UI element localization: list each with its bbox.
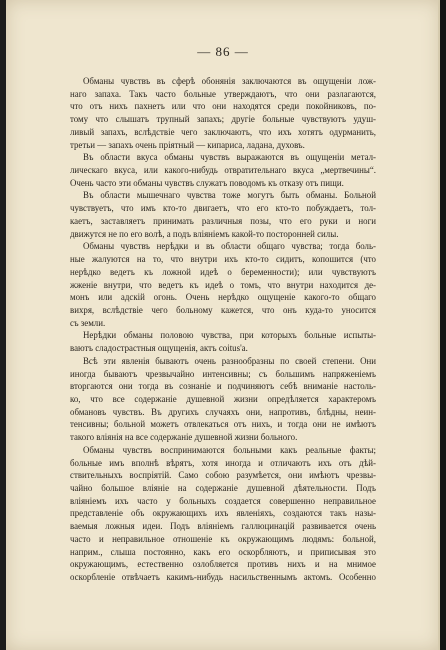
text-line: жженіе внутри, что ведетъ къ идеѣ о томъ, что внутри находится де- bbox=[70, 279, 376, 290]
text-line: ваемыя ложныя идеи. Подъ вліяніемъ галлюцинацій развивается очень bbox=[70, 521, 376, 532]
body-text bbox=[70, 75, 376, 584]
text-line: каетъ, заставляетъ принимать различныя позы, что его руки и ноги bbox=[70, 215, 376, 226]
text-line: ствительныхъ воспріятій. Само собою разумѣется, они имѣютъ чрезвы- bbox=[70, 470, 376, 481]
text-line: представленіе объ окружающихъ ихъ явленіяхъ, создаются такъ назы- bbox=[70, 508, 376, 519]
text-line: Всѣ эти явленія бываютъ очень разнообразны по своей степени. Они bbox=[83, 355, 376, 366]
text-line: лическаго вкуса, или какого-нибудь отвратительнаго вкуса „мертвечины“. bbox=[70, 165, 376, 176]
text-line: чувствуетъ, что имъ кто-то двигаетъ, что его кто-то побуждаетъ, тол- bbox=[70, 203, 376, 214]
text-line: часто и неправильное отношеніе къ окружающимъ людямъ: больной, bbox=[70, 533, 376, 544]
text-line: вторгаются они тогда въ сознаніе и подчиняютъ себѣ вниманіе настоль- bbox=[70, 381, 376, 392]
text-line: обмановъ чувствъ. Въ другихъ случаяхъ они, напротивъ, блѣдны, неин- bbox=[70, 406, 376, 417]
page-number: — 86 — bbox=[197, 44, 249, 59]
text-line: Обманы чувствъ воспринимаются больными какъ реальные факты; bbox=[83, 444, 376, 455]
text-line: Нерѣдки обманы половою чувства, при которыхъ больные испыты- bbox=[83, 330, 376, 341]
text-line: такого вліянія на все содержаніе душевной жизни больного. bbox=[70, 432, 298, 443]
text-line: ваютъ сладострастныя ощущенія, актъ coitus'а. bbox=[70, 343, 248, 354]
text-line: окружающимъ, естественно озлобляется противъ нихъ и на мнимое bbox=[70, 559, 376, 570]
text-line: ные жалуются на то, что внутри ихъ кто-то сидитъ, копошится (что bbox=[70, 254, 376, 265]
text-line: оскорбленіе отвѣчаетъ какимъ-нибудь насильственнымъ актомъ. Особенно bbox=[70, 572, 376, 583]
text-line: наго запаха. Такъ часто больные утверждаютъ, что они разлагаются, bbox=[70, 88, 376, 99]
text-line: Обманы чувствъ въ сферѣ обонянія заключаются въ ощущеніи лож- bbox=[83, 76, 376, 86]
text-line: монъ или адскій огонь. Очень нерѣдко ощущеніе какого-то общаго bbox=[70, 292, 376, 303]
text-line: больные имъ вполнѣ вѣрятъ, хотя иногда и отличаютъ ихъ отъ дѣй- bbox=[70, 457, 376, 468]
scan-border bbox=[440, 0, 446, 650]
text-line: Въ области мышечнаго чувства тоже могутъ быть обманы. Больной bbox=[83, 190, 376, 201]
text-line: Обманы чувствъ нерѣдки и въ области общаго чувства; тогда боль- bbox=[83, 241, 376, 252]
text-line: чайно большое вліяніе на содержаніе душевной дѣятельности. Подъ bbox=[70, 483, 376, 493]
text-line: движутся не по его волѣ, а подъ вліяніемъ какой-то посторонней силы. bbox=[70, 228, 339, 239]
text-line: нерѣдко ведетъ къ ложной идеѣ о беременности); или чувствуютъ bbox=[70, 266, 376, 277]
text-line: Очень часто эти обманы чувствъ служатъ поводомъ къ отказу отъ пищи. bbox=[70, 177, 344, 188]
text-line: тому что слышатъ трупный запахъ; другіе больные чувствуютъ удуш- bbox=[70, 114, 376, 125]
text-line: тенсивны; больной можетъ отвлекаться отъ нихъ, и тогда они не имѣютъ bbox=[70, 419, 376, 430]
text-line: вліяніемъ ихъ часто у больныхъ создается совершенно неправильное bbox=[70, 495, 376, 506]
book-page bbox=[6, 0, 440, 650]
text-line: съ земли. bbox=[70, 317, 106, 328]
text-line: Въ области вкуса обманы чувствъ выражаются въ ощущеніи метал- bbox=[83, 152, 376, 163]
text-line: ливый запахъ, вслѣдствіе чего заключаютъ, что ихъ хотятъ одурманить, bbox=[70, 126, 376, 137]
text-line: вихря, вслѣдствіе чего больному кажется, что онъ куда-то уносится bbox=[70, 304, 376, 315]
text-line: иногда бываютъ чрезвычайно интенсивны; съ большимъ напряженіемъ bbox=[70, 368, 376, 379]
text-line: третьи — запахъ очень пріятный — кипариса, ладана, духовъ. bbox=[70, 139, 305, 150]
text-line: ко, что все содержаніе душевной жизни опредѣляется характеромъ bbox=[70, 393, 376, 404]
text-line: что отъ нихъ пахнетъ или что они находятся среди покойниковъ, по- bbox=[70, 101, 376, 112]
text-line: наприм., слыша постоянно, какъ его оскорбляютъ, и приписывая это bbox=[70, 546, 376, 557]
